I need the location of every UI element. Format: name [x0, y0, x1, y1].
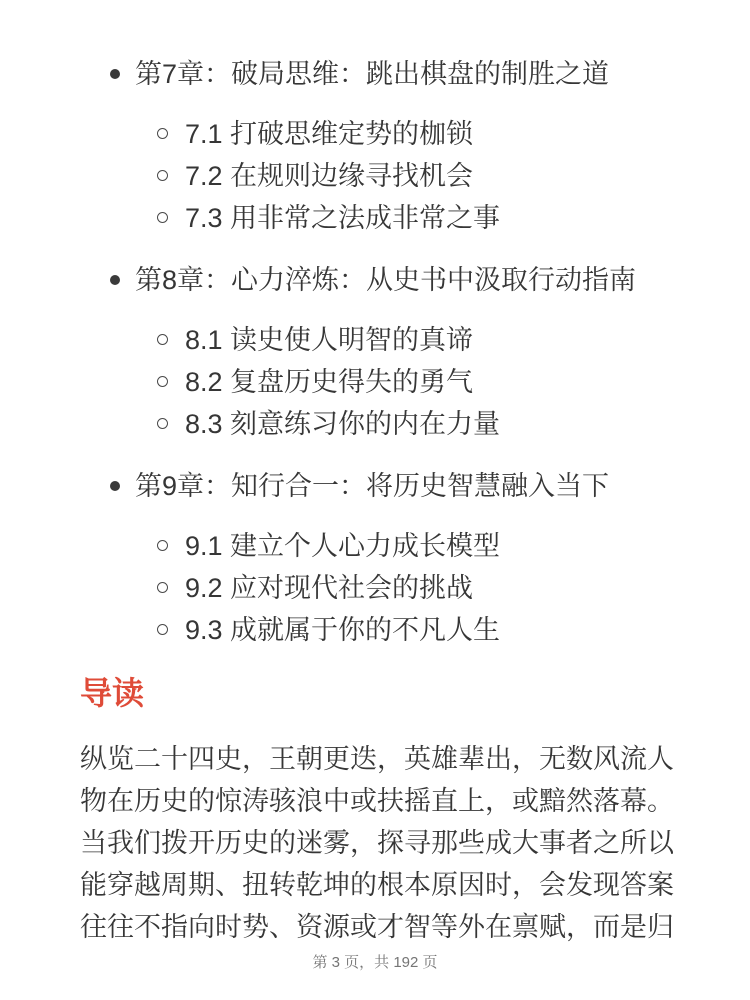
chapter-title-row [80, 57, 690, 91]
paragraph-line: 纵览二十四史，王朝更迭，英雄辈出，无数风流人 [80, 743, 674, 774]
chapter-title-row [80, 263, 690, 297]
toc-section-item [80, 525, 690, 567]
section-label: 8.2 复盘历史得失的勇气 [185, 367, 474, 397]
toc-section-item [80, 155, 690, 197]
toc-section-item [80, 319, 690, 361]
intro-heading: 导读 [80, 675, 145, 711]
circle-bullet-icon [157, 170, 168, 181]
disc-bullet-icon [110, 481, 120, 491]
section-label: 8.3 刻意练习你的内在力量 [185, 409, 501, 439]
toc-chapter-item [80, 263, 690, 445]
paragraph-line: 能穿越周期、扭转乾坤的根本原因时，会发现答案 [80, 869, 674, 900]
toc-section-item [80, 113, 690, 155]
section-label: 9.2 应对现代社会的挑战 [185, 573, 474, 603]
section-list [80, 113, 690, 239]
toc-section-item [80, 403, 690, 445]
section-label: 7.1 打破思维定势的枷锁 [185, 119, 474, 149]
toc-section-item [80, 197, 690, 239]
circle-bullet-icon [157, 624, 168, 635]
circle-bullet-icon [157, 212, 168, 223]
toc-chapter-item [80, 57, 690, 239]
paragraph-line: 当我们拨开历史的迷雾，探寻那些成大事者之所以 [80, 827, 674, 858]
chapter-title: 第9章：知行合一：将历史智慧融入当下 [135, 471, 610, 501]
toc-section-item [80, 567, 690, 609]
section-list [80, 319, 690, 445]
disc-bullet-icon [110, 275, 120, 285]
disc-bullet-icon [110, 69, 120, 79]
page-number-indicator: 第 3 页，共 192 页 [312, 954, 438, 971]
section-label: 7.3 用非常之法成非常之事 [185, 203, 501, 233]
circle-bullet-icon [157, 582, 168, 593]
paragraph-line: 物在历史的惊涛骇浪中或扶摇直上，或黯然落幕。 [80, 785, 674, 816]
intro-paragraph [80, 738, 690, 948]
section-label: 9.1 建立个人心力成长模型 [185, 531, 501, 561]
chapter-title: 第8章：心力淬炼：从史书中汲取行动指南 [135, 265, 637, 295]
circle-bullet-icon [157, 334, 168, 345]
section-label: 8.1 读史使人明智的真谛 [185, 325, 474, 355]
circle-bullet-icon [157, 418, 168, 429]
circle-bullet-icon [157, 540, 168, 551]
chapter-title: 第7章：破局思维：跳出棋盘的制胜之道 [135, 59, 610, 89]
toc-section-item [80, 609, 690, 651]
toc-section-item [80, 361, 690, 403]
section-list [80, 525, 690, 651]
circle-bullet-icon [157, 376, 168, 387]
circle-bullet-icon [157, 128, 168, 139]
paragraph-line: 往往不指向时势、资源或才智等外在禀赋，而是归 [80, 911, 674, 942]
section-label: 9.3 成就属于你的不凡人生 [185, 615, 501, 645]
section-label: 7.2 在规则边缘寻找机会 [185, 161, 474, 191]
chapter-title-row [80, 469, 690, 503]
toc-chapter-item [80, 469, 690, 651]
